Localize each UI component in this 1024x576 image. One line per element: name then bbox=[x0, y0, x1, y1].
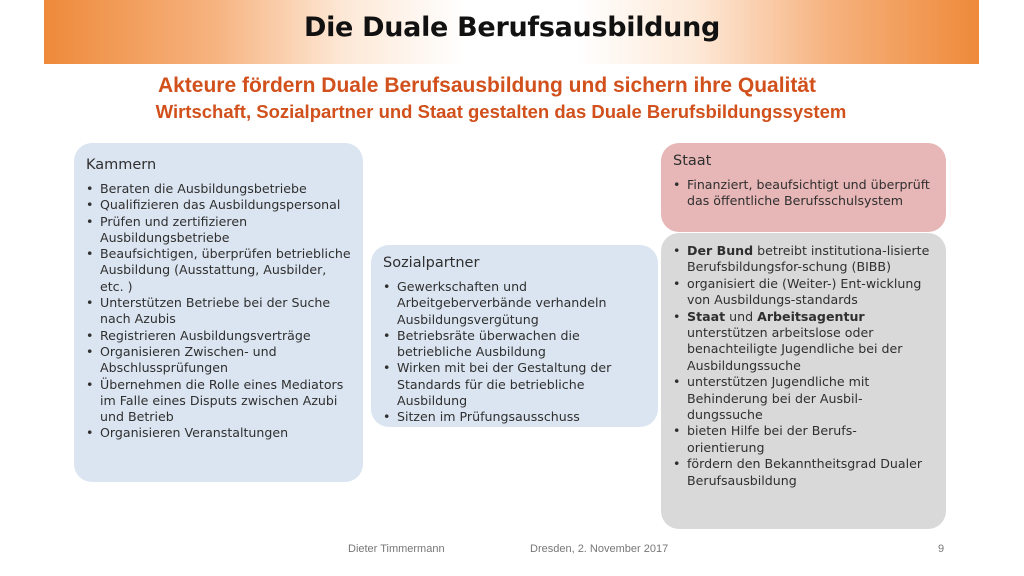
page-title: Die Duale Berufsausbildung bbox=[303, 12, 721, 43]
footer-author: Dieter Timmermann bbox=[348, 543, 445, 555]
bund-item-text: betreibt institutiona-lisierte Berufsbildungsfor-schung (BIBB) bbox=[687, 243, 930, 275]
subtitle-line-1: Akteure fördern Duale Berufsausbildung und sichern ihre Qualität bbox=[157, 74, 817, 97]
list-item: • bieten Hilfe bei der Berufs-orientierung bbox=[673, 423, 934, 456]
bund-box bbox=[661, 233, 946, 529]
list-item: • Registrieren Ausbildungsverträge bbox=[86, 328, 351, 344]
list-item: • Unterstützen Betriebe bei der Suche nach Azubis bbox=[86, 295, 351, 328]
kammern-box bbox=[74, 143, 363, 482]
sozialpartner-title: Sozialpartner bbox=[383, 255, 480, 271]
list-item: • Gewerkschaften und Arbeitgeberverbände verhandeln Ausbildungsvergütung bbox=[383, 279, 646, 328]
kammern-list bbox=[86, 181, 351, 442]
list-item: • Sitzen im Prüfungsausschuss bbox=[383, 409, 646, 425]
staat-title: Staat bbox=[673, 153, 712, 169]
list-item bbox=[673, 243, 934, 276]
staat-list bbox=[673, 177, 934, 210]
list-item: • Organisieren Veranstaltungen bbox=[86, 425, 351, 441]
list-item: • organisiert die (Weiter-) Ent-wicklung von Ausbildungs-standards bbox=[673, 276, 934, 309]
sozialpartner-box bbox=[371, 245, 658, 427]
list-item: • Qualifizieren das Ausbildungspersonal bbox=[86, 197, 351, 213]
sozialpartner-list bbox=[383, 279, 646, 426]
list-item: • Prüfen und zertifizieren Ausbildungsbetriebe bbox=[86, 214, 351, 247]
footer-date: Dresden, 2. November 2017 bbox=[530, 543, 669, 555]
subtitle-line-2: Wirtschaft, Sozialpartner und Staat gestalten das Duale Berufsbildungssystem bbox=[155, 101, 847, 122]
list-item bbox=[673, 309, 934, 375]
kammern-title: Kammern bbox=[86, 157, 157, 173]
list-item: • fördern den Bekanntheitsgrad Dualer Berufsausbildung bbox=[673, 456, 934, 489]
bund-item-text: unterstützen arbeitslose oder benachteiligte Jugendliche bei der Ausbildungssuche bbox=[687, 325, 903, 373]
list-item: • Beraten die Ausbildungsbetriebe bbox=[86, 181, 351, 197]
arbeitsagentur-emphasis: Arbeitsagentur bbox=[757, 308, 865, 324]
staat-box bbox=[661, 143, 946, 232]
bund-list bbox=[673, 243, 934, 489]
list-item: • Übernehmen die Rolle eines Mediators im Falle eines Disputs zwischen Azubi und Betrieb bbox=[86, 377, 351, 426]
connector-text: und bbox=[725, 308, 758, 324]
list-item: • unterstützen Jugendliche mit Behinderung bei der Ausbil-dungssuche bbox=[673, 374, 934, 423]
list-item: • Finanziert, beaufsichtigt und überprüft das öffentliche Berufsschulsystem bbox=[673, 177, 934, 210]
list-item: • Wirken mit bei der Gestaltung der Standards für die betriebliche Ausbildung bbox=[383, 360, 646, 409]
list-item: • Betriebsräte überwachen die betriebliche Ausbildung bbox=[383, 328, 646, 361]
bund-emphasis: Der Bund bbox=[687, 243, 754, 258]
list-item: • Organisieren Zwischen- und Abschlussprüfungen bbox=[86, 344, 351, 377]
staat-emphasis: Staat bbox=[687, 308, 726, 324]
list-item: • Beaufsichtigen, überprüfen betriebliche Ausbildung (Ausstattung, Ausbilder, etc. ) bbox=[86, 246, 351, 295]
page-number: 9 bbox=[938, 543, 945, 555]
